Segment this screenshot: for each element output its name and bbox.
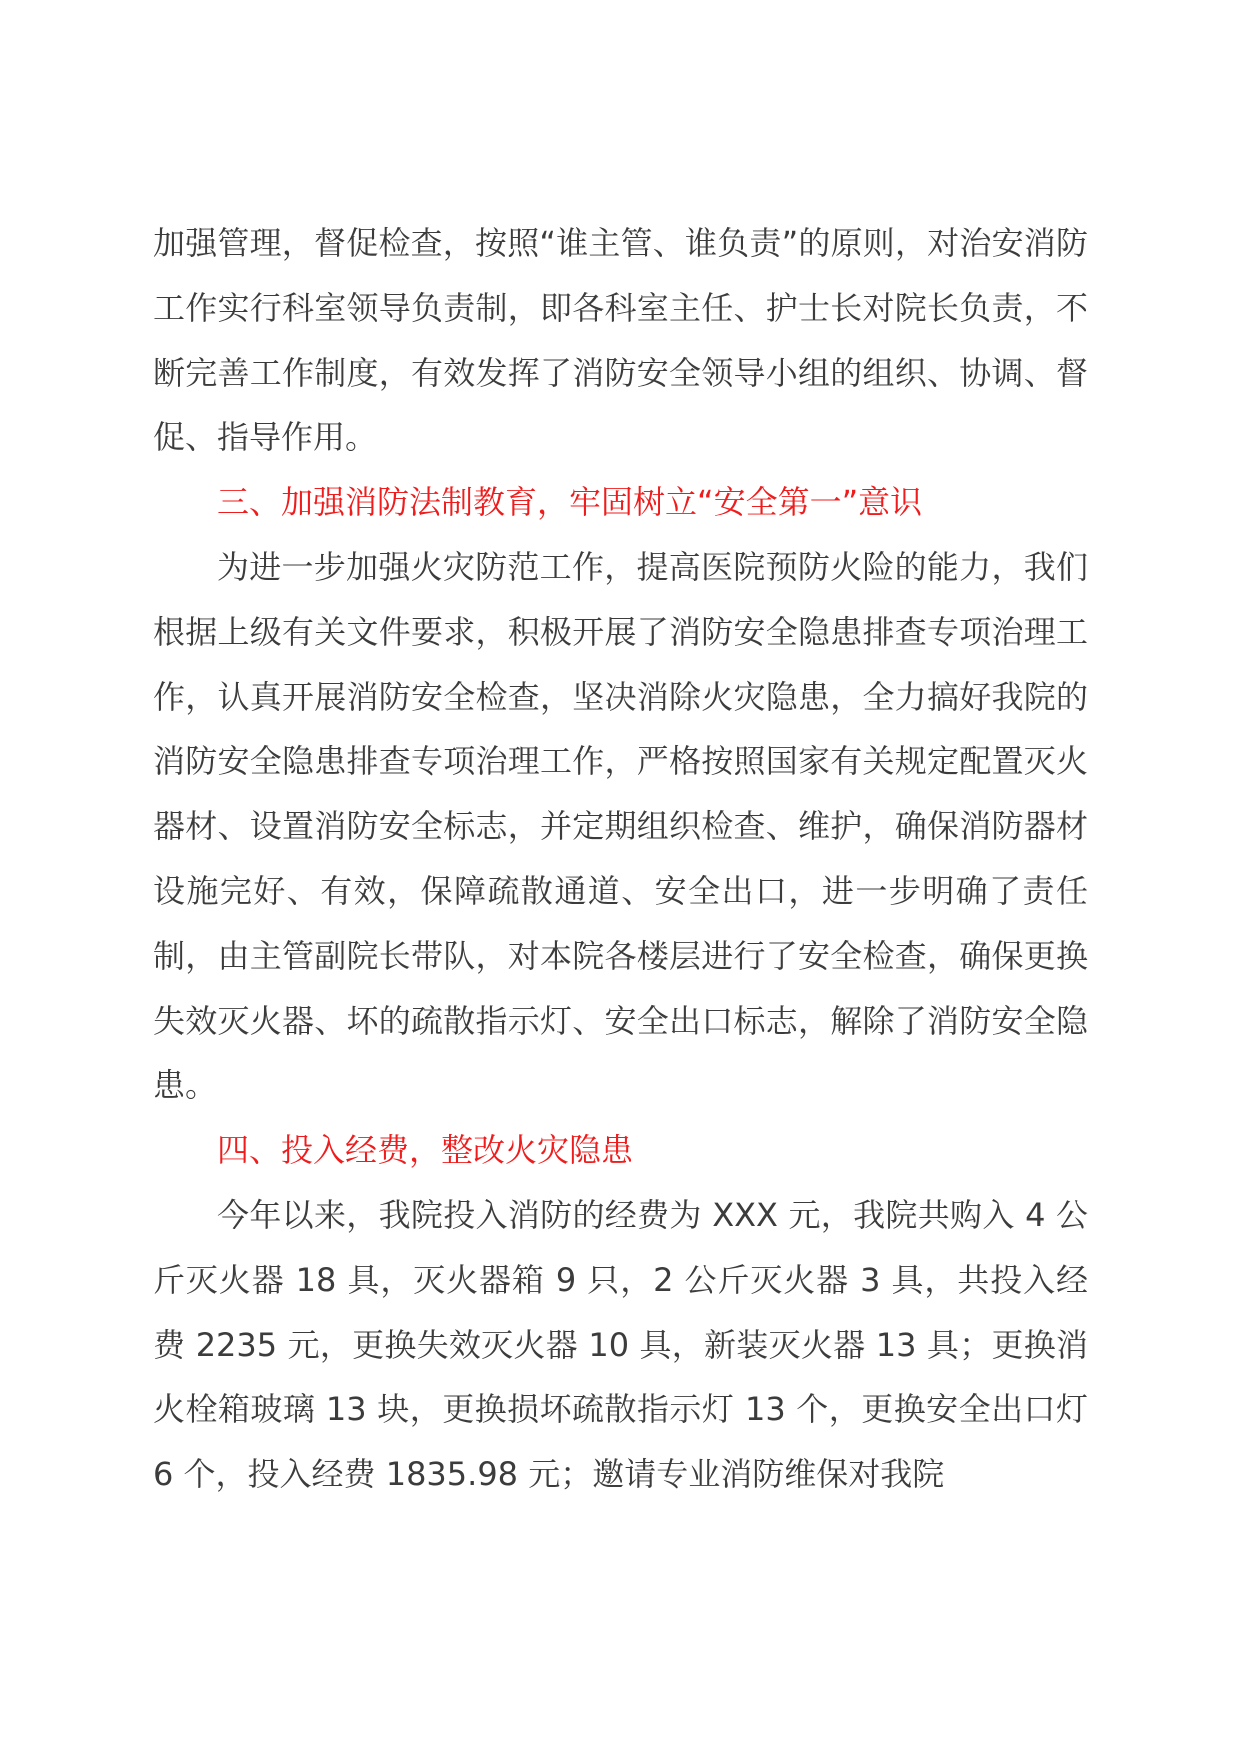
section-heading-three: 三、加强消防法制教育，牢固树立“安全第一”意识 — [217, 483, 923, 522]
document-body — [153, 211, 1088, 1507]
paragraph-fire-inspection: 为进一步加强火灾防范工作，提高医院预防火险的能力，我们根据上级有关文件要求，积极开展了消防安全隐患排查专项治理工作，认真开展消防安全检查，坚决消除火灾隐患，全力搞好我院的消防安全隐患排查专项治理工作，严格按照国家有关规定配置灭火器材、设置消防安全标志，并定期组织检查、维护，确保消防器材设施完好、有效，保障疏散通道、安全出口，进一步明确了责任制，由主管副院长带队，对本院各楼层进行了安全检查，确保更换失效灭火器、坏的疏散指示灯、安全出口标志，解除了消防安全隐患。 — [153, 547, 1088, 1105]
section-heading-four: 四、投入经费，整改火灾隐患 — [217, 1131, 634, 1170]
paragraph-funding: 今年以来，我院投入消防的经费为 XXX 元，我院共购入 4 公斤灭火器 18 具，灭火器箱 9 只，2 公斤灭火器 3 具，共投入经费 2235 元，更换失效灭火器 10 具，新装灭火器 13 具；更换消火栓箱玻璃 13 块，更换损坏疏散指示灯 13 个，更换安全出口灯 6 个，投入经费 1835.98 元；邀请专业消防维保对我院 — [153, 1195, 1088, 1494]
paragraph-management: 加强管理，督促检查，按照“谁主管、谁负责”的原则，对治安消防工作实行科室领导负责制，即各科室主任、护士长对院长负责，不断完善工作制度，有效发挥了消防安全领导小组的组织、协调、督促、指导作用。 — [153, 224, 1088, 457]
